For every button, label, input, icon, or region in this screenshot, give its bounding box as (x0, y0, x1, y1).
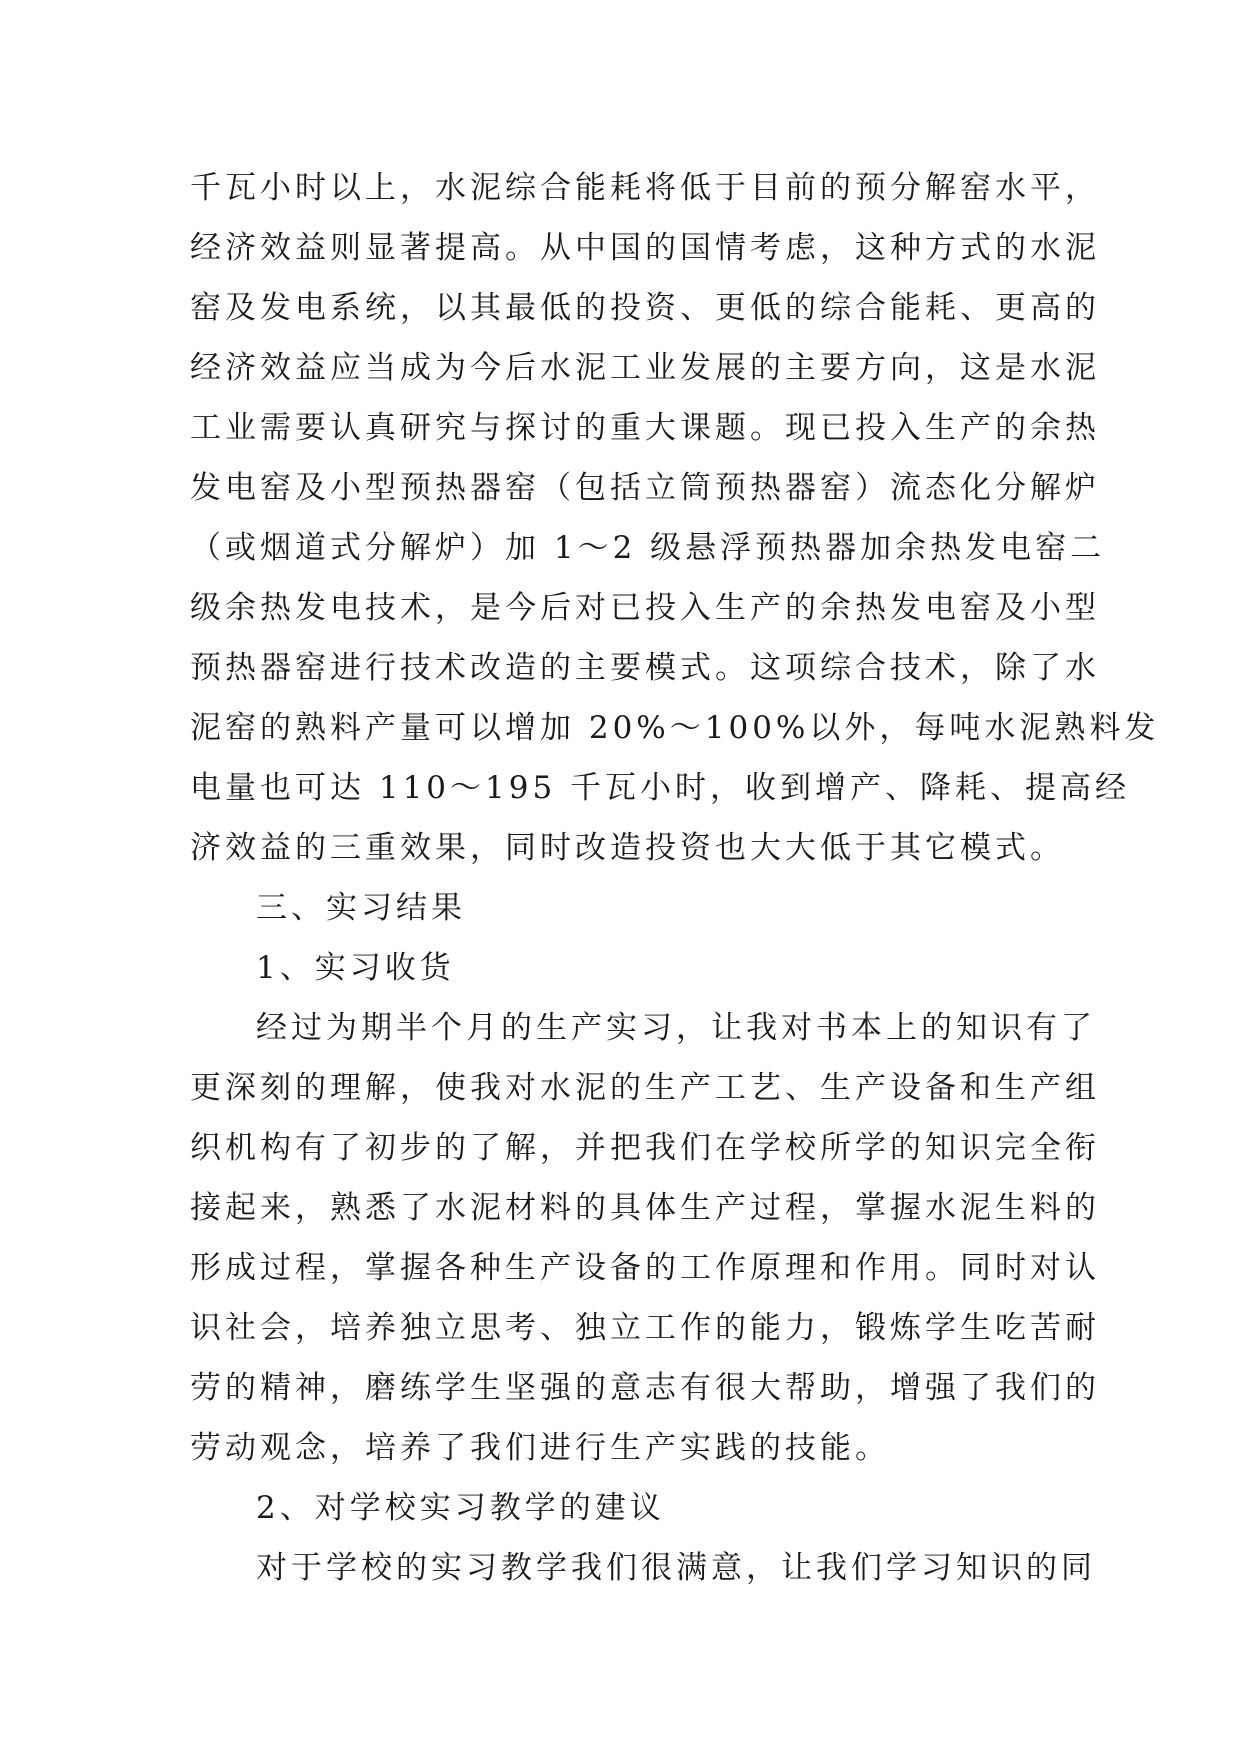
text-line: 织机构有了初步的了解，并把我们在学校所学的知识完全衔 (190, 1130, 1100, 1166)
text-line: 接起来，熟悉了水泥材料的具体生产过程，掌握水泥生料的 (190, 1190, 1100, 1226)
text-line: 工业需要认真研究与探讨的重大课题。现已投入生产的余热 (190, 410, 1100, 446)
subsection-heading: 1、实习收货 (256, 950, 455, 986)
text-line: 经济效益应当成为今后水泥工业发展的主要方向，这是水泥 (190, 350, 1100, 386)
text-line: 千瓦小时以上，水泥综合能耗将低于目前的预分解窑水平， (190, 170, 1100, 206)
text-line: 经过为期半个月的生产实习，让我对书本上的知识有了 (256, 1010, 1096, 1046)
text-line: 发电窑及小型预热器窑（包括立筒预热器窑）流态化分解炉 (190, 470, 1100, 506)
section-heading: 三、实习结果 (256, 890, 466, 926)
text-line: 劳的精神，磨练学生坚强的意志有很大帮助，增强了我们的 (190, 1370, 1100, 1406)
text-line: 识社会，培养独立思考、独立工作的能力，锻炼学生吃苦耐 (190, 1310, 1100, 1346)
text-line: 形成过程，掌握各种生产设备的工作原理和作用。同时对认 (190, 1250, 1100, 1286)
text-line: 劳动观念，培养了我们进行生产实践的技能。 (190, 1430, 890, 1466)
subsection-heading: 2、对学校实习教学的建议 (256, 1490, 665, 1526)
text-line: 更深刻的理解，使我对水泥的生产工艺、生产设备和生产组 (190, 1070, 1100, 1106)
text-line: 经济效益则显著提高。从中国的国情考虑，这种方式的水泥 (190, 230, 1100, 266)
text-line: 对于学校的实习教学我们很满意，让我们学习知识的同 (256, 1550, 1096, 1586)
text-line: 级余热发电技术，是今后对已投入生产的余热发电窑及小型 (190, 590, 1100, 626)
text-line: 窑及发电系统，以其最低的投资、更低的综合能耗、更高的 (190, 290, 1100, 326)
text-line: 泥窑的熟料产量可以增加 20%～100%以外，每吨水泥熟料发 (190, 710, 1160, 746)
text-line: 济效益的三重效果，同时改造投资也大大低于其它模式。 (190, 830, 1065, 866)
body-text (190, 158, 1160, 1598)
text-line: 预热器窑进行技术改造的主要模式。这项综合技术，除了水 (190, 650, 1100, 686)
text-line: 电量也可达 110～195 千瓦小时，收到增产、降耗、提高经 (190, 770, 1131, 806)
text-line: （或烟道式分解炉）加 1～2 级悬浮预热器加余热发电窑二 (190, 530, 1106, 566)
